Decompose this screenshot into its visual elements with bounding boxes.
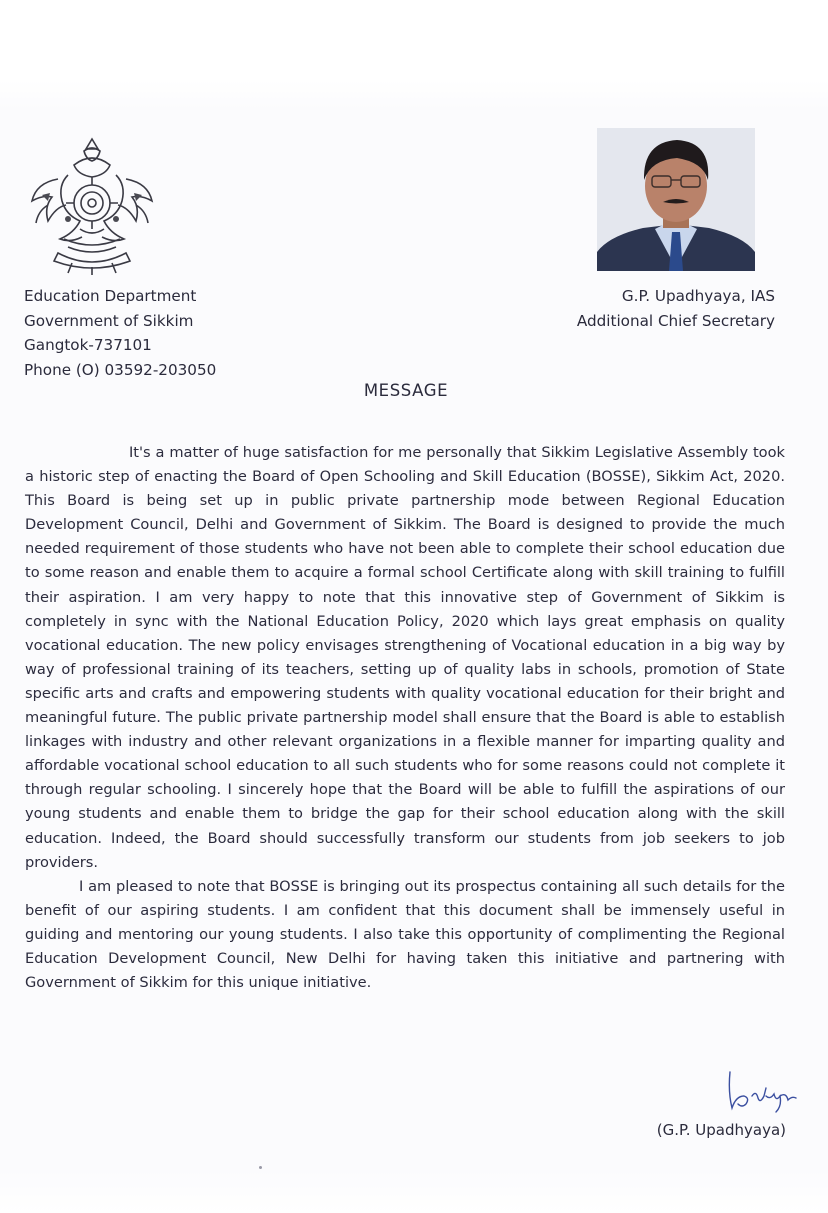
scan-speck (259, 1166, 262, 1169)
official-designation: Additional Chief Secretary (576, 311, 775, 330)
sender-government: Government of Sikkim (24, 311, 194, 330)
sender-address (24, 284, 216, 382)
message-title (0, 381, 828, 400)
handwritten-signature (722, 1066, 802, 1116)
sikkim-emblem-icon (28, 135, 156, 277)
sender-department: Education Department (24, 287, 197, 305)
official-name-block (577, 284, 775, 333)
signatory-name: (G.P. Upadhyaya) (656, 1121, 786, 1139)
sender-city: Gangtok-737101 (24, 336, 152, 354)
sender-phone: Phone (O) 03592-203050 (24, 360, 217, 379)
message-title-text: MESSAGE (363, 381, 449, 400)
portrait-photo (597, 128, 755, 271)
message-paragraph-2: I am pleased to note that BOSSE is bringing out its prospectus containing all such details for the benefit of our aspiring students. I am confident that this document shall be immensely useful in guiding and mentoring our young students. I also take this opportunity of complimenting the Regional Education Development Council, New Delhi for having taken this initiative and partnering with Government of Sikkim for this unique initiative. (25, 877, 785, 992)
message-body (25, 441, 785, 995)
message-paragraph-1: It's a matter of huge satisfaction for me personally that Sikkim Legislative Assembly took a historic step of enacting the Board of Open Schooling and Skill Education (BOSSE), Sikkim Act, 2020. This Board is being set up in public private partnership mode between Regional Education Development Council, Delhi and Government of Sikkim. The Board is designed to provide the much needed requirement of those students who have not been able to complete their school education due to some reason and enable them to acquire a formal school Certificate along with skill training to fulfill their aspiration. I am very happy to note that this innovative step of Government of Sikkim is completely in sync with the National Education Policy, 2020 which lays great emphasis on quality vocational education. The new policy envisages strengthening of Vocational education in a big way by way of professional training of its teachers, setting up of quality labs in schools, promotion of State specific arts and crafts and empowering students with quality vocational education for their bright and meaningful future. The public private partnership model shall ensure that the Board is able to establish linkages with industry and other relevant organizations in a flexible manner for imparting quality and affordable vocational school education to all such students who for some reasons could not complete it through regular schooling. I sincerely hope that the Board will be able to fulfill the aspirations of our young students and enable them to bridge the gap for their school education along with the skill education. Indeed, the Board should successfully transform our students from job seekers to job providers. (25, 444, 785, 871)
official-name: G.P. Upadhyaya, IAS (621, 287, 775, 305)
